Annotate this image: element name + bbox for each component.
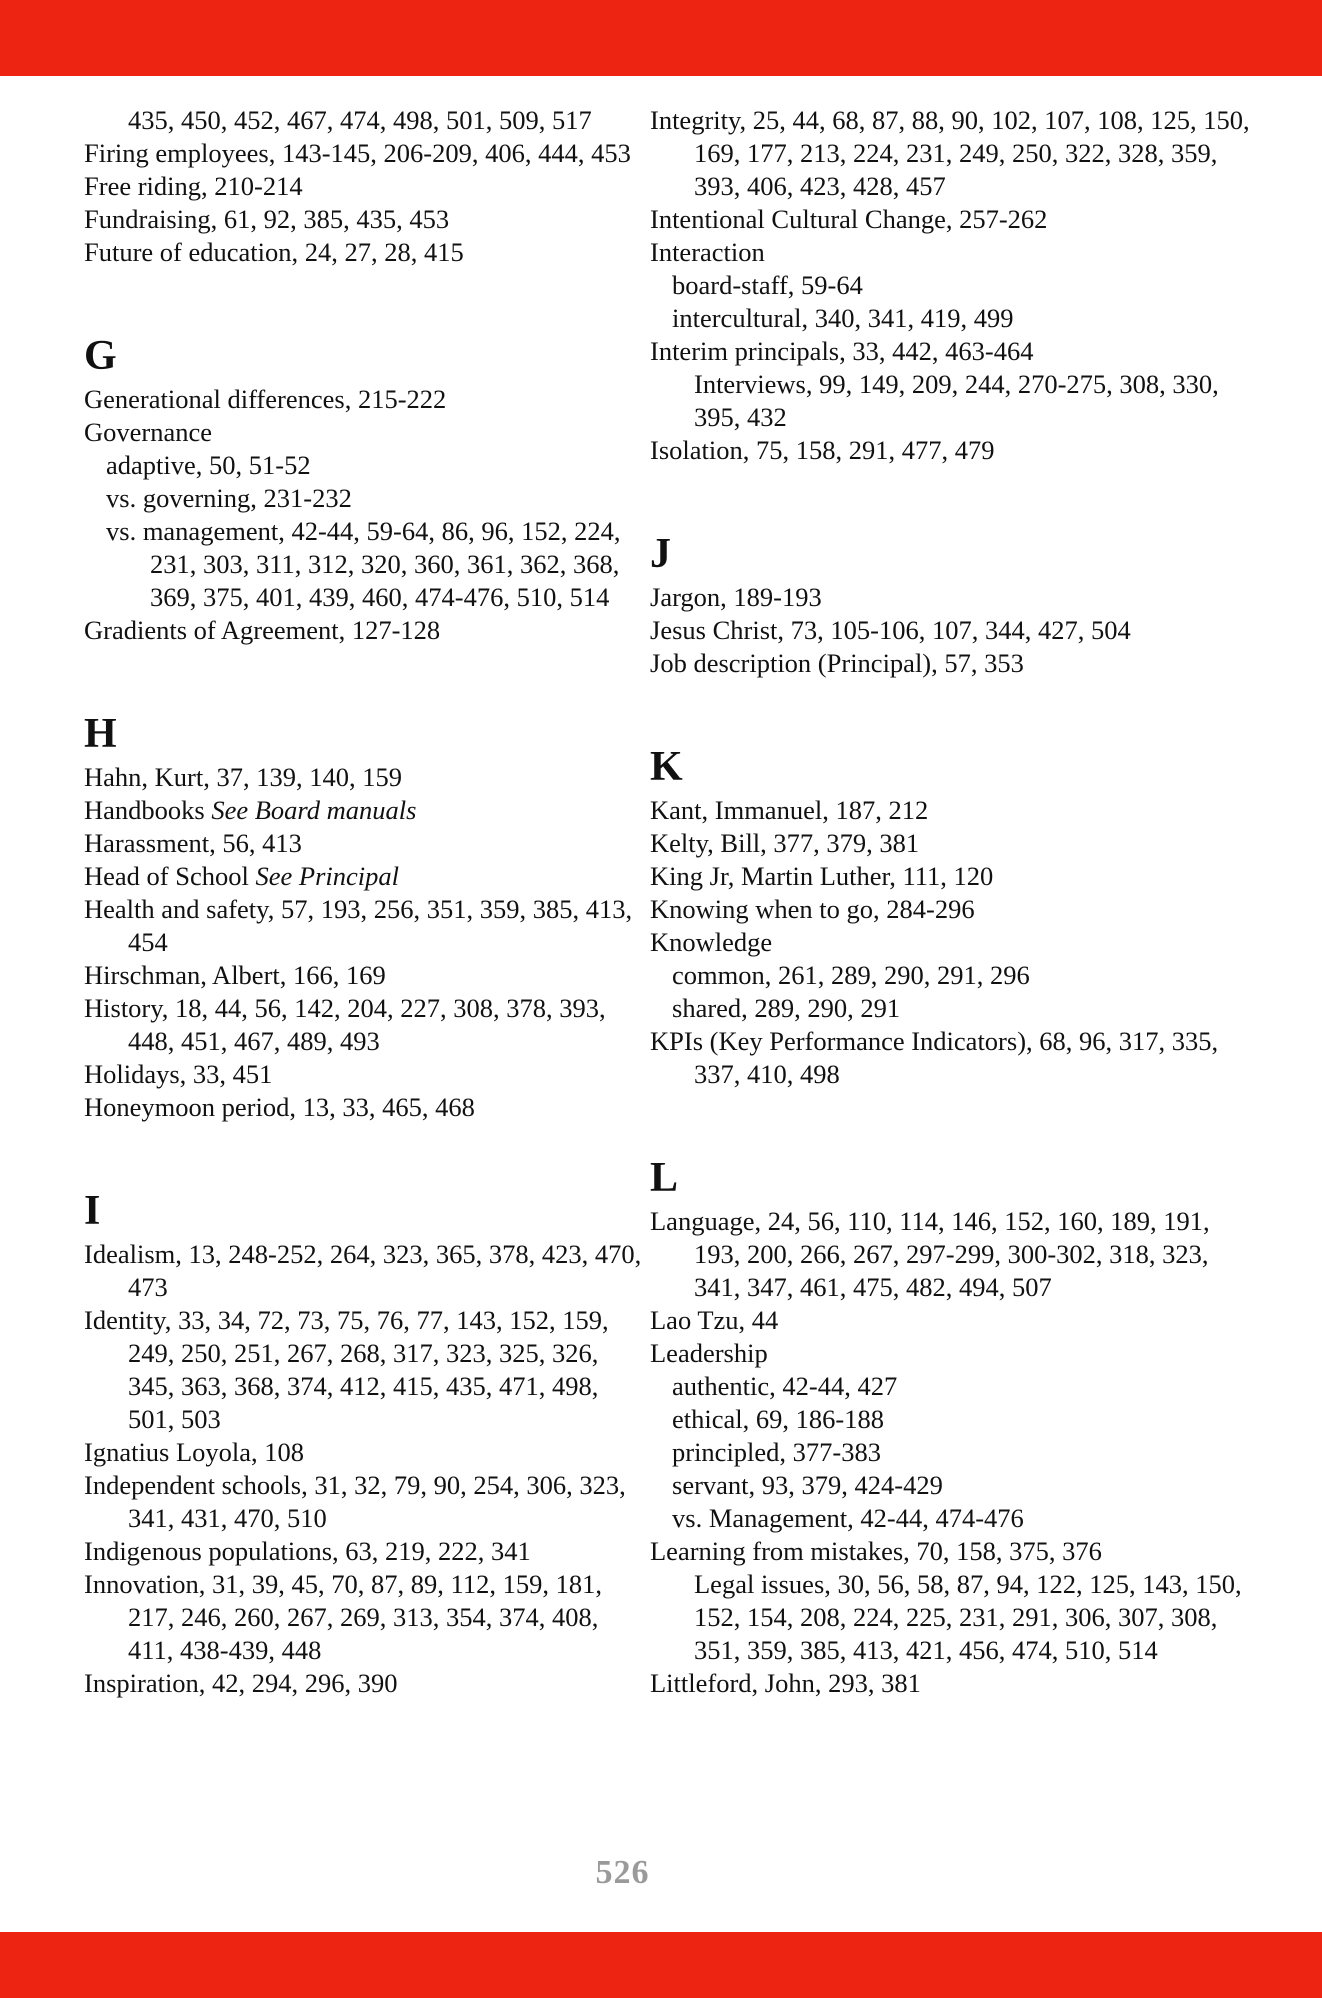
index-column-left [84,104,644,1700]
index-entry [650,827,1250,860]
index-entry [84,860,644,893]
index-entry-text: Head of School [84,861,256,891]
index-entry [650,203,1250,236]
index-entry-text: Innovation, 31, 39, 45, 70, 87, 89, 112, 159, 181, 217, 246, 260, 267, 269, 313, 354, 374, 408, 411, 438-439, 448 [84,1569,602,1665]
index-entry-text: Learning from mistakes, 70, 158, 375, 376 [650,1536,1102,1566]
index-entry-text: authentic, 42-44, 427 [672,1371,898,1401]
index-entry [84,827,644,860]
index-entry-text: Language, 24, 56, 110, 114, 146, 152, 160, 189, 191, 193, 200, 266, 267, 297-299, 300-302, 318, 323, 341, 347, 461, 475, 482, 494, 507 [650,1206,1210,1302]
index-entry [84,893,644,959]
index-entry-text: Intentional Cultural Change, 257-262 [650,204,1048,234]
index-entry-text: Indigenous populations, 63, 219, 222, 341 [84,1536,531,1566]
index-entry [84,1304,644,1436]
index-entry-text: Governance [84,417,213,447]
page-number: 526 [595,1854,650,1891]
index-entry-text: ethical, 69, 186-188 [672,1404,884,1434]
index-entry [650,335,1250,368]
index-entry-text: vs. management, 42-44, 59-64, 86, 96, 152, 224, 231, 303, 311, 312, 320, 360, 361, 362, 368, 369, 375, 401, 439, 460, 474-476, 510, 514 [106,516,621,612]
index-entry [84,1058,644,1091]
see-reference: See Principal [255,861,399,891]
index-column-right [650,104,1250,1700]
index-entry [84,1667,644,1700]
index-entry-text: Inspiration, 42, 294, 296, 390 [84,1668,398,1698]
index-entry-text: Identity, 33, 34, 72, 73, 75, 76, 77, 143, 152, 159, 249, 250, 251, 267, 268, 317, 323, 325, 326, 345, 363, 368, 374, 412, 415, 435, 471, 498, 501, 503 [84,1305,609,1434]
bottom-red-band [0,1932,1322,1998]
index-entry-text: Knowing when to go, 284-296 [650,894,975,924]
index-section-letter: K [650,744,683,790]
index-entry-text: Harassment, 56, 413 [84,828,302,858]
index-entry [650,1205,1250,1304]
index-entry-text: Health and safety, 57, 193, 256, 351, 359, 385, 413, 454 [84,894,633,957]
index-subentry [650,302,1250,335]
index-entry [84,104,644,137]
index-entry-text: Littleford, John, 293, 381 [650,1668,921,1698]
index-entry [84,203,644,236]
index-entry-text: adaptive, 50, 51-52 [106,450,311,480]
index-entry [650,860,1250,893]
index-entry [84,1568,644,1667]
index-entry-text: Ignatius Loyola, 108 [84,1437,305,1467]
index-section-letter: H [84,711,117,757]
index-entry [650,1535,1250,1568]
index-subentry [650,1502,1250,1535]
see-reference: See Board manuals [211,795,417,825]
index-entry [84,992,644,1058]
index-entry [84,959,644,992]
index-entry-text: Job description (Principal), 57, 353 [650,648,1024,678]
index-entry-text: Gradients of Agreement, 127-128 [84,615,441,645]
index-entry [650,104,1250,203]
index-entry [650,614,1250,647]
index-entry [84,236,644,269]
index-section-letter: I [84,1188,101,1234]
index-entry-text: Fundraising, 61, 92, 385, 435, 453 [84,204,450,234]
index-entry [650,434,1250,467]
index-entry [650,647,1250,680]
index-entry-text: intercultural, 340, 341, 419, 499 [672,303,1014,333]
index-entry-text: Holidays, 33, 451 [84,1059,273,1089]
index-subentry [650,269,1250,302]
index-section-letter: J [650,531,671,577]
index-subentry [84,449,644,482]
index-entry-text: Jesus Christ, 73, 105-106, 107, 344, 427, 504 [650,615,1131,645]
index-subentry [650,1370,1250,1403]
index-entry-text: Idealism, 13, 248-252, 264, 323, 365, 378, 423, 470, 473 [84,1239,642,1302]
index-entry [650,926,1250,959]
index-entry-text: Kelty, Bill, 377, 379, 381 [650,828,920,858]
index-entry [650,1568,1250,1667]
index-entry [84,137,644,170]
index-entry-text: Interaction [650,237,765,267]
index-entry-text: common, 261, 289, 290, 291, 296 [672,960,1030,990]
index-entry [84,761,644,794]
index-entry-text: Leadership [650,1338,768,1368]
index-entry-text: Integrity, 25, 44, 68, 87, 88, 90, 102, 107, 108, 125, 150, 169, 177, 213, 224, 231, 249, 250, 322, 328, 359, 393, 406, 423, 428, 457 [650,105,1250,201]
index-entry-text: shared, 289, 290, 291 [672,993,901,1023]
index-entry-text: vs. Management, 42-44, 474-476 [672,1503,1024,1533]
index-entry [650,794,1250,827]
index-entry-text: Hahn, Kurt, 37, 139, 140, 159 [84,762,402,792]
index-entry [650,1025,1250,1091]
index-entry-text: Lao Tzu, 44 [650,1305,779,1335]
index-entry-text: Independent schools, 31, 32, 79, 90, 254, 306, 323, 341, 431, 470, 510 [84,1470,626,1533]
index-subentry [84,482,644,515]
index-entry-text: 435, 450, 452, 467, 474, 498, 501, 509, 517 [128,105,592,135]
index-entry [84,416,644,449]
index-entry-text: King Jr, Martin Luther, 111, 120 [650,861,994,891]
index-entry-text: Handbooks [84,795,212,825]
index-entry [84,1469,644,1535]
index-entry-text: Firing employees, 143-145, 206-209, 406, 444, 453 [84,138,631,168]
index-entry [84,383,644,416]
index-entry-text: Free riding, 210-214 [84,171,303,201]
index-subentry [650,1469,1250,1502]
index-entry [650,893,1250,926]
index-entry-text: principled, 377-383 [672,1437,882,1467]
index-subentry [650,959,1250,992]
index-entry-text: servant, 93, 379, 424-429 [672,1470,943,1500]
index-entry-text: Interim principals, 33, 442, 463-464 [650,336,1034,366]
index-entry-text: Generational differences, 215-222 [84,384,447,414]
index-entry-text: Knowledge [650,927,773,957]
index-entry [650,1667,1250,1700]
index-entry [650,1337,1250,1370]
index-subentry [84,515,644,614]
top-red-band [0,0,1322,76]
index-subentry [650,992,1250,1025]
index-entry [650,581,1250,614]
index-entry [84,614,644,647]
index-entry [84,1091,644,1124]
index-entry-text: Interviews, 99, 149, 209, 244, 270-275, 308, 330, 395, 432 [694,369,1219,432]
index-entry [84,1535,644,1568]
index-entry-text: Hirschman, Albert, 166, 169 [84,960,386,990]
index-entry [650,1304,1250,1337]
index-entry [84,1436,644,1469]
index-entry-text: History, 18, 44, 56, 142, 204, 227, 308, 378, 393, 448, 451, 467, 489, 493 [84,993,606,1056]
index-entry-text: Jargon, 189-193 [650,582,822,612]
index-subentry [650,1403,1250,1436]
index-entry-text: Kant, Immanuel, 187, 212 [650,795,929,825]
index-subentry [650,1436,1250,1469]
index-entry-text: Honeymoon period, 13, 33, 465, 468 [84,1092,475,1122]
index-entry-text: KPIs (Key Performance Indicators), 68, 96, 317, 335, 337, 410, 498 [650,1026,1219,1089]
index-section-letter: G [84,333,117,379]
index-entry-text: Isolation, 75, 158, 291, 477, 479 [650,435,995,465]
index-entry [84,170,644,203]
index-entry-text: Legal issues, 30, 56, 58, 87, 94, 122, 125, 143, 150, 152, 154, 208, 224, 225, 231, 291, 306, 307, 308, 351, 359, 385, 413, 421, 456, 474, 510, 514 [694,1569,1242,1665]
index-entry-text: board-staff, 59-64 [672,270,863,300]
index-entry-text: vs. governing, 231-232 [106,483,352,513]
index-entry [650,368,1250,434]
index-entry-text: Future of education, 24, 27, 28, 415 [84,237,464,267]
index-entry [84,1238,644,1304]
index-entry [650,236,1250,269]
index-entry [84,794,644,827]
index-section-letter: L [650,1155,679,1201]
